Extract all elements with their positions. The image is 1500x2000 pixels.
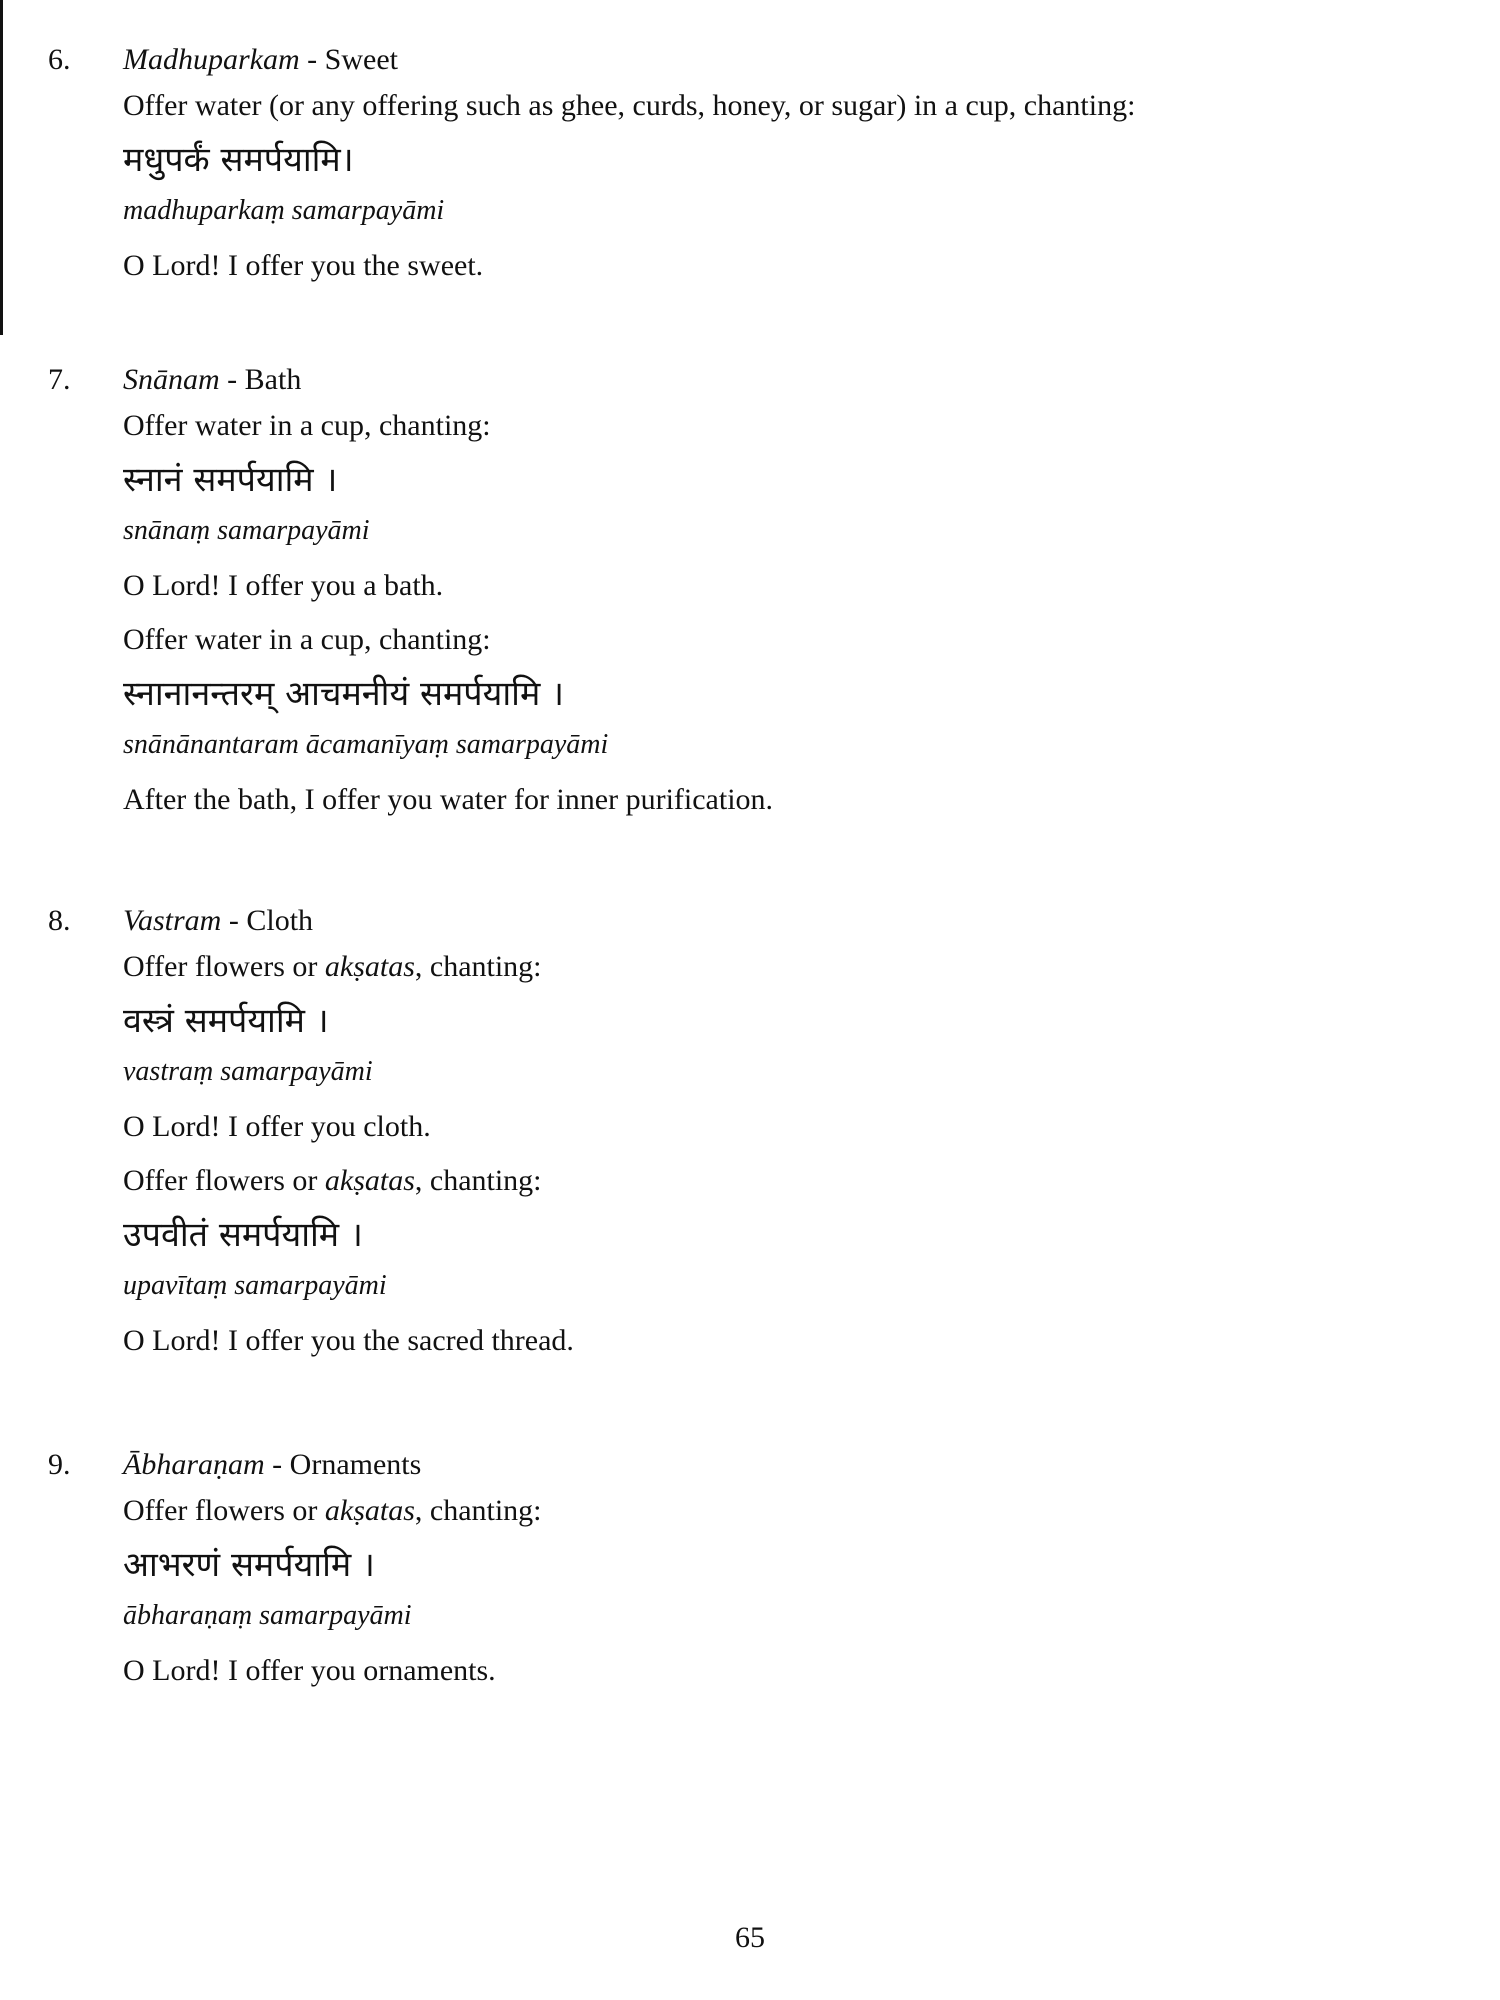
- step-number: 9.: [48, 1448, 71, 1481]
- page-number: 65: [735, 1921, 765, 1954]
- step-title-term: Snānam: [123, 363, 220, 396]
- sanskrit-mantra-2: स्नानानन्तरम् आचमनीयं समर्पयामि ।: [123, 674, 564, 714]
- step-instruction: Offer water in a cup, chanting:: [123, 409, 491, 442]
- meaning-2: O Lord! I offer you the sacred thread.: [123, 1324, 574, 1357]
- step-title-rest: Bath: [244, 363, 302, 396]
- step-title-term: Madhuparkam: [123, 43, 300, 76]
- step-number: 8.: [48, 904, 71, 937]
- step-number: 7.: [48, 363, 71, 396]
- sanskrit-mantra-2: उपवीतं समर्पयामि ।: [123, 1215, 363, 1255]
- sanskrit-mantra: स्नानं समर्पयामि ।: [123, 460, 338, 500]
- meaning: O Lord! I offer you cloth.: [123, 1110, 431, 1143]
- step-number: 6.: [48, 43, 71, 76]
- step-instruction-2: Offer water in a cup, chanting:: [123, 623, 491, 656]
- step-title: Ābharaṇam - Ornaments: [123, 1448, 422, 1481]
- step-title-rest: Sweet: [324, 43, 398, 76]
- step-title-rest: Cloth: [246, 904, 314, 937]
- meaning: O Lord! I offer you ornaments.: [123, 1654, 496, 1687]
- step-title: Vastram - Cloth: [123, 904, 314, 937]
- step-title-term: Vastram: [123, 904, 222, 937]
- meaning-2: After the bath, I offer you water for inner purification.: [123, 783, 774, 816]
- step-title: Madhuparkam - Sweet: [123, 43, 398, 76]
- sanskrit-mantra: वस्त्रं समर्पयामि ।: [123, 1001, 329, 1041]
- step-instruction: Offer flowers or akṣatas, chanting:: [123, 1494, 542, 1527]
- step-title-term: Ābharaṇam: [123, 1448, 265, 1481]
- meaning: O Lord! I offer you the sweet.: [123, 249, 484, 282]
- transliteration-2: upavītaṃ samarpayāmi: [123, 1270, 387, 1301]
- sanskrit-mantra: मधुपर्कं समर्पयामि।: [123, 140, 354, 180]
- transliteration-2: snānānantaram ācamanīyaṃ samarpayāmi: [123, 729, 609, 760]
- sanskrit-mantra: आभरणं समर्पयामि ।: [123, 1545, 375, 1585]
- transliteration: ābharaṇaṃ samarpayāmi: [123, 1600, 412, 1631]
- scan-edge-line: [0, 0, 3, 335]
- step-instruction-2: Offer flowers or akṣatas, chanting:: [123, 1164, 542, 1197]
- transliteration: snānaṃ samarpayāmi: [123, 515, 370, 546]
- transliteration: madhuparkaṃ samarpayāmi: [123, 195, 445, 226]
- step-title-rest: Ornaments: [289, 1448, 422, 1481]
- transliteration: vastraṃ samarpayāmi: [123, 1056, 373, 1087]
- meaning: O Lord! I offer you a bath.: [123, 569, 444, 602]
- step-title: Snānam - Bath: [123, 363, 302, 396]
- step-instruction: Offer flowers or akṣatas, chanting:: [123, 950, 542, 983]
- step-instruction: Offer water (or any offering such as ghee, curds, honey, or sugar) in a cup, chanting:: [123, 89, 1136, 122]
